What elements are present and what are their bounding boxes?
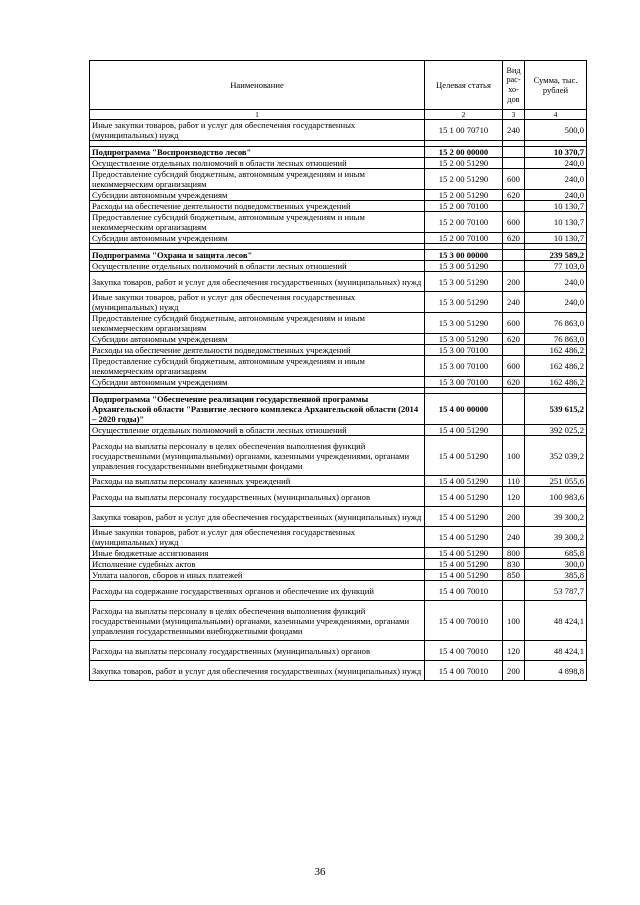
row-name: Осуществление отдельных полномочий в области лесных отношений	[90, 261, 425, 272]
row-name: Иные закупки товаров, работ и услуг для обеспечения государственных (муниципальных) нужд	[90, 120, 425, 141]
row-expense-type: 100	[503, 436, 525, 476]
row-amount: 239 589,2	[525, 250, 587, 261]
row-target-article: 15 4 00 51290	[425, 570, 503, 581]
table-row	[90, 190, 587, 201]
row-target-article: 15 3 00 51290	[425, 313, 503, 334]
table-row	[90, 487, 587, 507]
header-code: Целевая статья	[425, 61, 503, 110]
row-target-article: 15 4 00 70010	[425, 601, 503, 641]
row-amount: 77 103,0	[525, 261, 587, 272]
row-name: Расходы на выплаты персоналу казенных учреждений	[90, 476, 425, 487]
row-name: Субсидии автономным учреждениям	[90, 334, 425, 345]
row-name: Расходы на обеспечение деятельности подведомственных учреждений	[90, 345, 425, 356]
row-amount: 300,0	[525, 559, 587, 570]
table-row	[90, 581, 587, 601]
table-row	[90, 212, 587, 233]
table-row	[90, 507, 587, 527]
row-name: Исполнение судебных актов	[90, 559, 425, 570]
row-target-article: 15 4 00 51290	[425, 425, 503, 436]
row-name: Закупка товаров, работ и услуг для обеспечения государственных (муниципальных) нужд	[90, 507, 425, 527]
row-name: Подпрограмма "Охрана и защита лесов"	[90, 250, 425, 261]
row-name: Закупка товаров, работ и услуг для обеспечения государственных (муниципальных) нужд	[90, 661, 425, 681]
row-target-article: 15 3 00 00000	[425, 250, 503, 261]
row-amount: 500,0	[525, 120, 587, 141]
row-target-article: 15 2 00 70100	[425, 212, 503, 233]
row-expense-type	[503, 345, 525, 356]
row-target-article: 15 3 00 70100	[425, 345, 503, 356]
subprogram-row	[90, 394, 587, 425]
row-target-article: 15 4 00 51290	[425, 527, 503, 548]
row-amount: 251 055,6	[525, 476, 587, 487]
row-expense-type: 120	[503, 641, 525, 661]
row-amount: 10 370,7	[525, 147, 587, 158]
column-number: 3	[503, 110, 525, 120]
table-row	[90, 548, 587, 559]
row-expense-type	[503, 201, 525, 212]
table-row	[90, 158, 587, 169]
row-amount: 48 424,1	[525, 601, 587, 641]
table-row	[90, 261, 587, 272]
table-row	[90, 120, 587, 141]
row-name: Субсидии автономным учреждениям	[90, 190, 425, 201]
row-target-article: 15 1 00 70710	[425, 120, 503, 141]
row-amount: 39 300,2	[525, 507, 587, 527]
row-amount: 10 130,7	[525, 212, 587, 233]
row-target-article: 15 4 00 51290	[425, 559, 503, 570]
row-target-article: 15 4 00 51290	[425, 548, 503, 559]
row-expense-type: 240	[503, 292, 525, 313]
row-target-article: 15 4 00 51290	[425, 436, 503, 476]
row-expense-type	[503, 261, 525, 272]
table-row	[90, 570, 587, 581]
row-amount: 162 486,2	[525, 356, 587, 377]
row-target-article: 15 4 00 70010	[425, 581, 503, 601]
row-amount: 100 983,6	[525, 487, 587, 507]
column-number: 2	[425, 110, 503, 120]
row-amount: 240,0	[525, 158, 587, 169]
row-expense-type: 200	[503, 661, 525, 681]
row-expense-type: 200	[503, 507, 525, 527]
row-name: Закупка товаров, работ и услуг для обеспечения государственных (муниципальных) нужд	[90, 272, 425, 292]
table-row	[90, 334, 587, 345]
row-amount: 76 863,0	[525, 334, 587, 345]
row-expense-type: 100	[503, 601, 525, 641]
row-name: Субсидии автономным учреждениям	[90, 233, 425, 244]
row-amount: 76 863,0	[525, 313, 587, 334]
row-expense-type: 240	[503, 120, 525, 141]
row-name: Иные закупки товаров, работ и услуг для обеспечения государственных (муниципальных) нужд	[90, 527, 425, 548]
row-name: Расходы на выплаты персоналу в целях обеспечения выполнения функций государственными (муниципальными) органами, казенными учреждениями, органами управления государственными внебюджетными фондами	[90, 601, 425, 641]
row-amount: 10 130,7	[525, 201, 587, 212]
table-row	[90, 201, 587, 212]
header-sum: Сумма, тыс. рублей	[525, 61, 587, 110]
subprogram-row	[90, 147, 587, 158]
table-row	[90, 425, 587, 436]
row-target-article: 15 3 00 51290	[425, 272, 503, 292]
row-name: Расходы на выплаты персоналу в целях обеспечения выполнения функций государственными (муниципальными) органами, казенными учреждениями, органами управления государственными внебюджетными фондами	[90, 436, 425, 476]
row-name: Подпрограмма "Обеспечение реализации государственной программы Архангельской области "Развитие лесного комплекса Архангельской области (2014 – 2020 годы)"	[90, 394, 425, 425]
table-row	[90, 377, 587, 388]
row-target-article: 15 4 00 51290	[425, 507, 503, 527]
row-target-article: 15 3 00 70100	[425, 356, 503, 377]
row-expense-type: 600	[503, 356, 525, 377]
table-row	[90, 313, 587, 334]
table-row	[90, 345, 587, 356]
row-amount: 240,0	[525, 272, 587, 292]
row-target-article: 15 3 00 51290	[425, 334, 503, 345]
row-name: Осуществление отдельных полномочий в области лесных отношений	[90, 158, 425, 169]
row-target-article: 15 4 00 51290	[425, 487, 503, 507]
row-expense-type: 600	[503, 212, 525, 233]
table-row	[90, 601, 587, 641]
row-name: Предоставление субсидий бюджетным, автономным учреждениям и иным некоммерческим организациям	[90, 212, 425, 233]
table-row	[90, 641, 587, 661]
row-amount: 539 615,2	[525, 394, 587, 425]
row-target-article: 15 2 00 70100	[425, 233, 503, 244]
row-amount: 240,0	[525, 190, 587, 201]
header-name: Наименование	[90, 61, 425, 110]
row-target-article: 15 4 00 00000	[425, 394, 503, 425]
row-target-article: 15 2 00 00000	[425, 147, 503, 158]
row-name: Расходы на обеспечение деятельности подведомственных учреждений	[90, 201, 425, 212]
row-amount: 240,0	[525, 169, 587, 190]
row-expense-type	[503, 250, 525, 261]
row-target-article: 15 3 00 51290	[425, 292, 503, 313]
page-number: 36	[314, 866, 326, 878]
row-target-article: 15 4 00 70010	[425, 661, 503, 681]
row-name: Иные закупки товаров, работ и услуг для обеспечения государственных (муниципальных) нужд	[90, 292, 425, 313]
row-expense-type: 830	[503, 559, 525, 570]
row-expense-type: 120	[503, 487, 525, 507]
row-name: Субсидии автономным учреждениям	[90, 377, 425, 388]
row-expense-type	[503, 581, 525, 601]
budget-table	[89, 60, 587, 681]
row-name: Предоставление субсидий бюджетным, автономным учреждениям и иным некоммерческим организациям	[90, 356, 425, 377]
row-expense-type	[503, 425, 525, 436]
row-target-article: 15 2 00 51290	[425, 158, 503, 169]
row-name: Иные бюджетные ассигнования	[90, 548, 425, 559]
row-name: Предоставление субсидий бюджетным, автономным учреждениям и иным некоммерческим организациям	[90, 169, 425, 190]
table-body	[90, 120, 587, 681]
row-target-article: 15 2 00 51290	[425, 169, 503, 190]
table-row	[90, 661, 587, 681]
table-row	[90, 272, 587, 292]
row-target-article: 15 2 00 70100	[425, 201, 503, 212]
row-amount: 53 787,7	[525, 581, 587, 601]
row-amount: 10 130,7	[525, 233, 587, 244]
row-name: Подпрограмма "Воспроизводство лесов"	[90, 147, 425, 158]
table-row	[90, 559, 587, 570]
row-expense-type: 240	[503, 527, 525, 548]
column-number: 1	[90, 110, 425, 120]
row-amount: 685,8	[525, 548, 587, 559]
column-number: 4	[525, 110, 587, 120]
row-target-article: 15 3 00 51290	[425, 261, 503, 272]
row-target-article: 15 4 00 70010	[425, 641, 503, 661]
row-target-article: 15 2 00 51290	[425, 190, 503, 201]
row-expense-type: 620	[503, 334, 525, 345]
row-amount: 392 025,2	[525, 425, 587, 436]
table-row	[90, 476, 587, 487]
table-row	[90, 169, 587, 190]
table-row	[90, 527, 587, 548]
row-amount: 162 486,2	[525, 345, 587, 356]
row-expense-type: 620	[503, 233, 525, 244]
row-name: Осуществление отдельных полномочий в области лесных отношений	[90, 425, 425, 436]
row-expense-type: 600	[503, 313, 525, 334]
table-row	[90, 292, 587, 313]
row-expense-type: 600	[503, 169, 525, 190]
row-amount: 240,0	[525, 292, 587, 313]
table-row	[90, 233, 587, 244]
row-expense-type: 110	[503, 476, 525, 487]
row-expense-type: 800	[503, 548, 525, 559]
row-amount: 162 486,2	[525, 377, 587, 388]
row-name: Предоставление субсидий бюджетным, автономным учреждениям и иным некоммерческим организациям	[90, 313, 425, 334]
row-name: Уплата налогов, сборов и иных платежей	[90, 570, 425, 581]
row-amount: 39 300,2	[525, 527, 587, 548]
header-vid: Вид рас-хо-дов	[503, 61, 525, 110]
row-name: Расходы на выплаты персоналу государственных (муниципальных) органов	[90, 487, 425, 507]
row-name: Расходы на выплаты персоналу государственных (муниципальных) органов	[90, 641, 425, 661]
row-expense-type: 620	[503, 190, 525, 201]
row-target-article: 15 3 00 70100	[425, 377, 503, 388]
row-expense-type: 200	[503, 272, 525, 292]
row-expense-type	[503, 147, 525, 158]
column-number-row	[90, 110, 587, 120]
row-expense-type	[503, 394, 525, 425]
row-expense-type	[503, 158, 525, 169]
row-expense-type: 850	[503, 570, 525, 581]
subprogram-row	[90, 250, 587, 261]
table-row	[90, 356, 587, 377]
row-expense-type: 620	[503, 377, 525, 388]
table-row	[90, 436, 587, 476]
row-amount: 385,8	[525, 570, 587, 581]
row-name: Расходы на содержание государственных органов и обеспечение их функций	[90, 581, 425, 601]
row-amount: 48 424,1	[525, 641, 587, 661]
table-header-row	[90, 61, 587, 110]
row-amount: 4 898,8	[525, 661, 587, 681]
row-amount: 352 039,2	[525, 436, 587, 476]
row-target-article: 15 4 00 51290	[425, 476, 503, 487]
